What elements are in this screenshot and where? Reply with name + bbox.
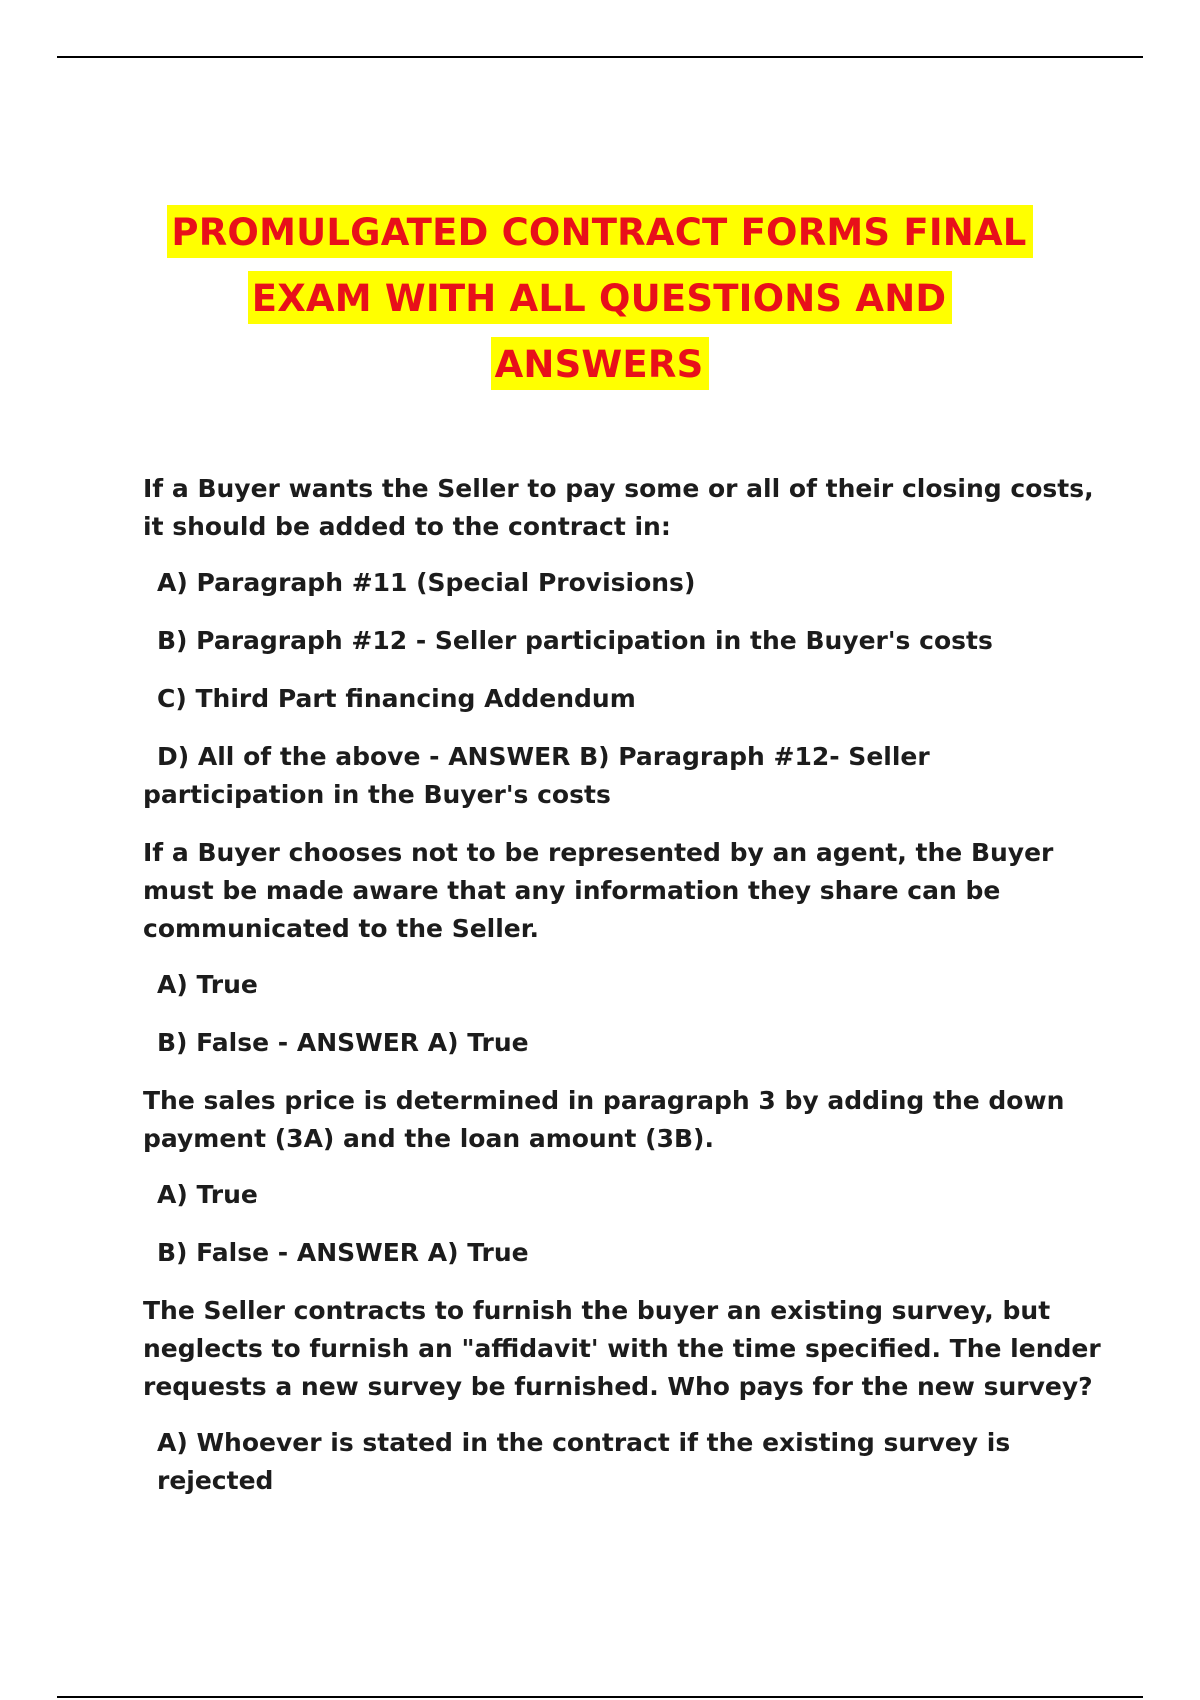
answer-option: A) Whoever is stated in the contract if the existing survey is rejected	[157, 1428, 1011, 1495]
title-line-1: PROMULGATED CONTRACT FORMS FINAL	[0, 200, 1200, 266]
document-title	[0, 200, 1200, 398]
question-item-2	[143, 834, 1103, 1062]
title-line-3: ANSWERS	[0, 332, 1200, 398]
question-item-3	[143, 1082, 1103, 1272]
answer-option: A) True	[157, 970, 258, 999]
question-text: If a Buyer wants the Seller to pay some or all of their closing costs, it should be added to the contract in:	[143, 474, 1094, 541]
question-item-1	[143, 470, 1103, 814]
answer-option: C) Third Part financing Addendum	[157, 684, 636, 713]
answer-option: B) Paragraph #12 - Seller participation in the Buyer's costs	[157, 626, 993, 655]
top-rule	[57, 56, 1143, 58]
question-list	[143, 470, 1103, 1520]
answer-option-with-answer: B) False - ANSWER A) True	[157, 1238, 529, 1267]
title-line-2: EXAM WITH ALL QUESTIONS AND	[0, 266, 1200, 332]
question-text: If a Buyer chooses not to be represented by an agent, the Buyer must be made aware that any information they share can be communicated to the Seller.	[143, 838, 1054, 943]
answer-option: A) True	[157, 1180, 258, 1209]
answer-option-with-answer: B) False - ANSWER A) True	[157, 1028, 529, 1057]
question-text: The Seller contracts to furnish the buyer an existing survey, but neglects to furnish an "affidavit' with the time specified. The lender requests a new survey be furnished. Who pays for the new survey?	[143, 1296, 1101, 1401]
question-text: The sales price is determined in paragraph 3 by adding the down payment (3A) and the loan amount (3B).	[143, 1086, 1065, 1153]
answer-option-with-answer: D) All of the above - ANSWER B) Paragraph #12- Seller participation in the Buyer's costs	[143, 742, 930, 809]
question-item-4	[143, 1292, 1103, 1500]
answer-option: A) Paragraph #11 (Special Provisions)	[157, 568, 696, 597]
bottom-rule	[57, 1696, 1143, 1698]
